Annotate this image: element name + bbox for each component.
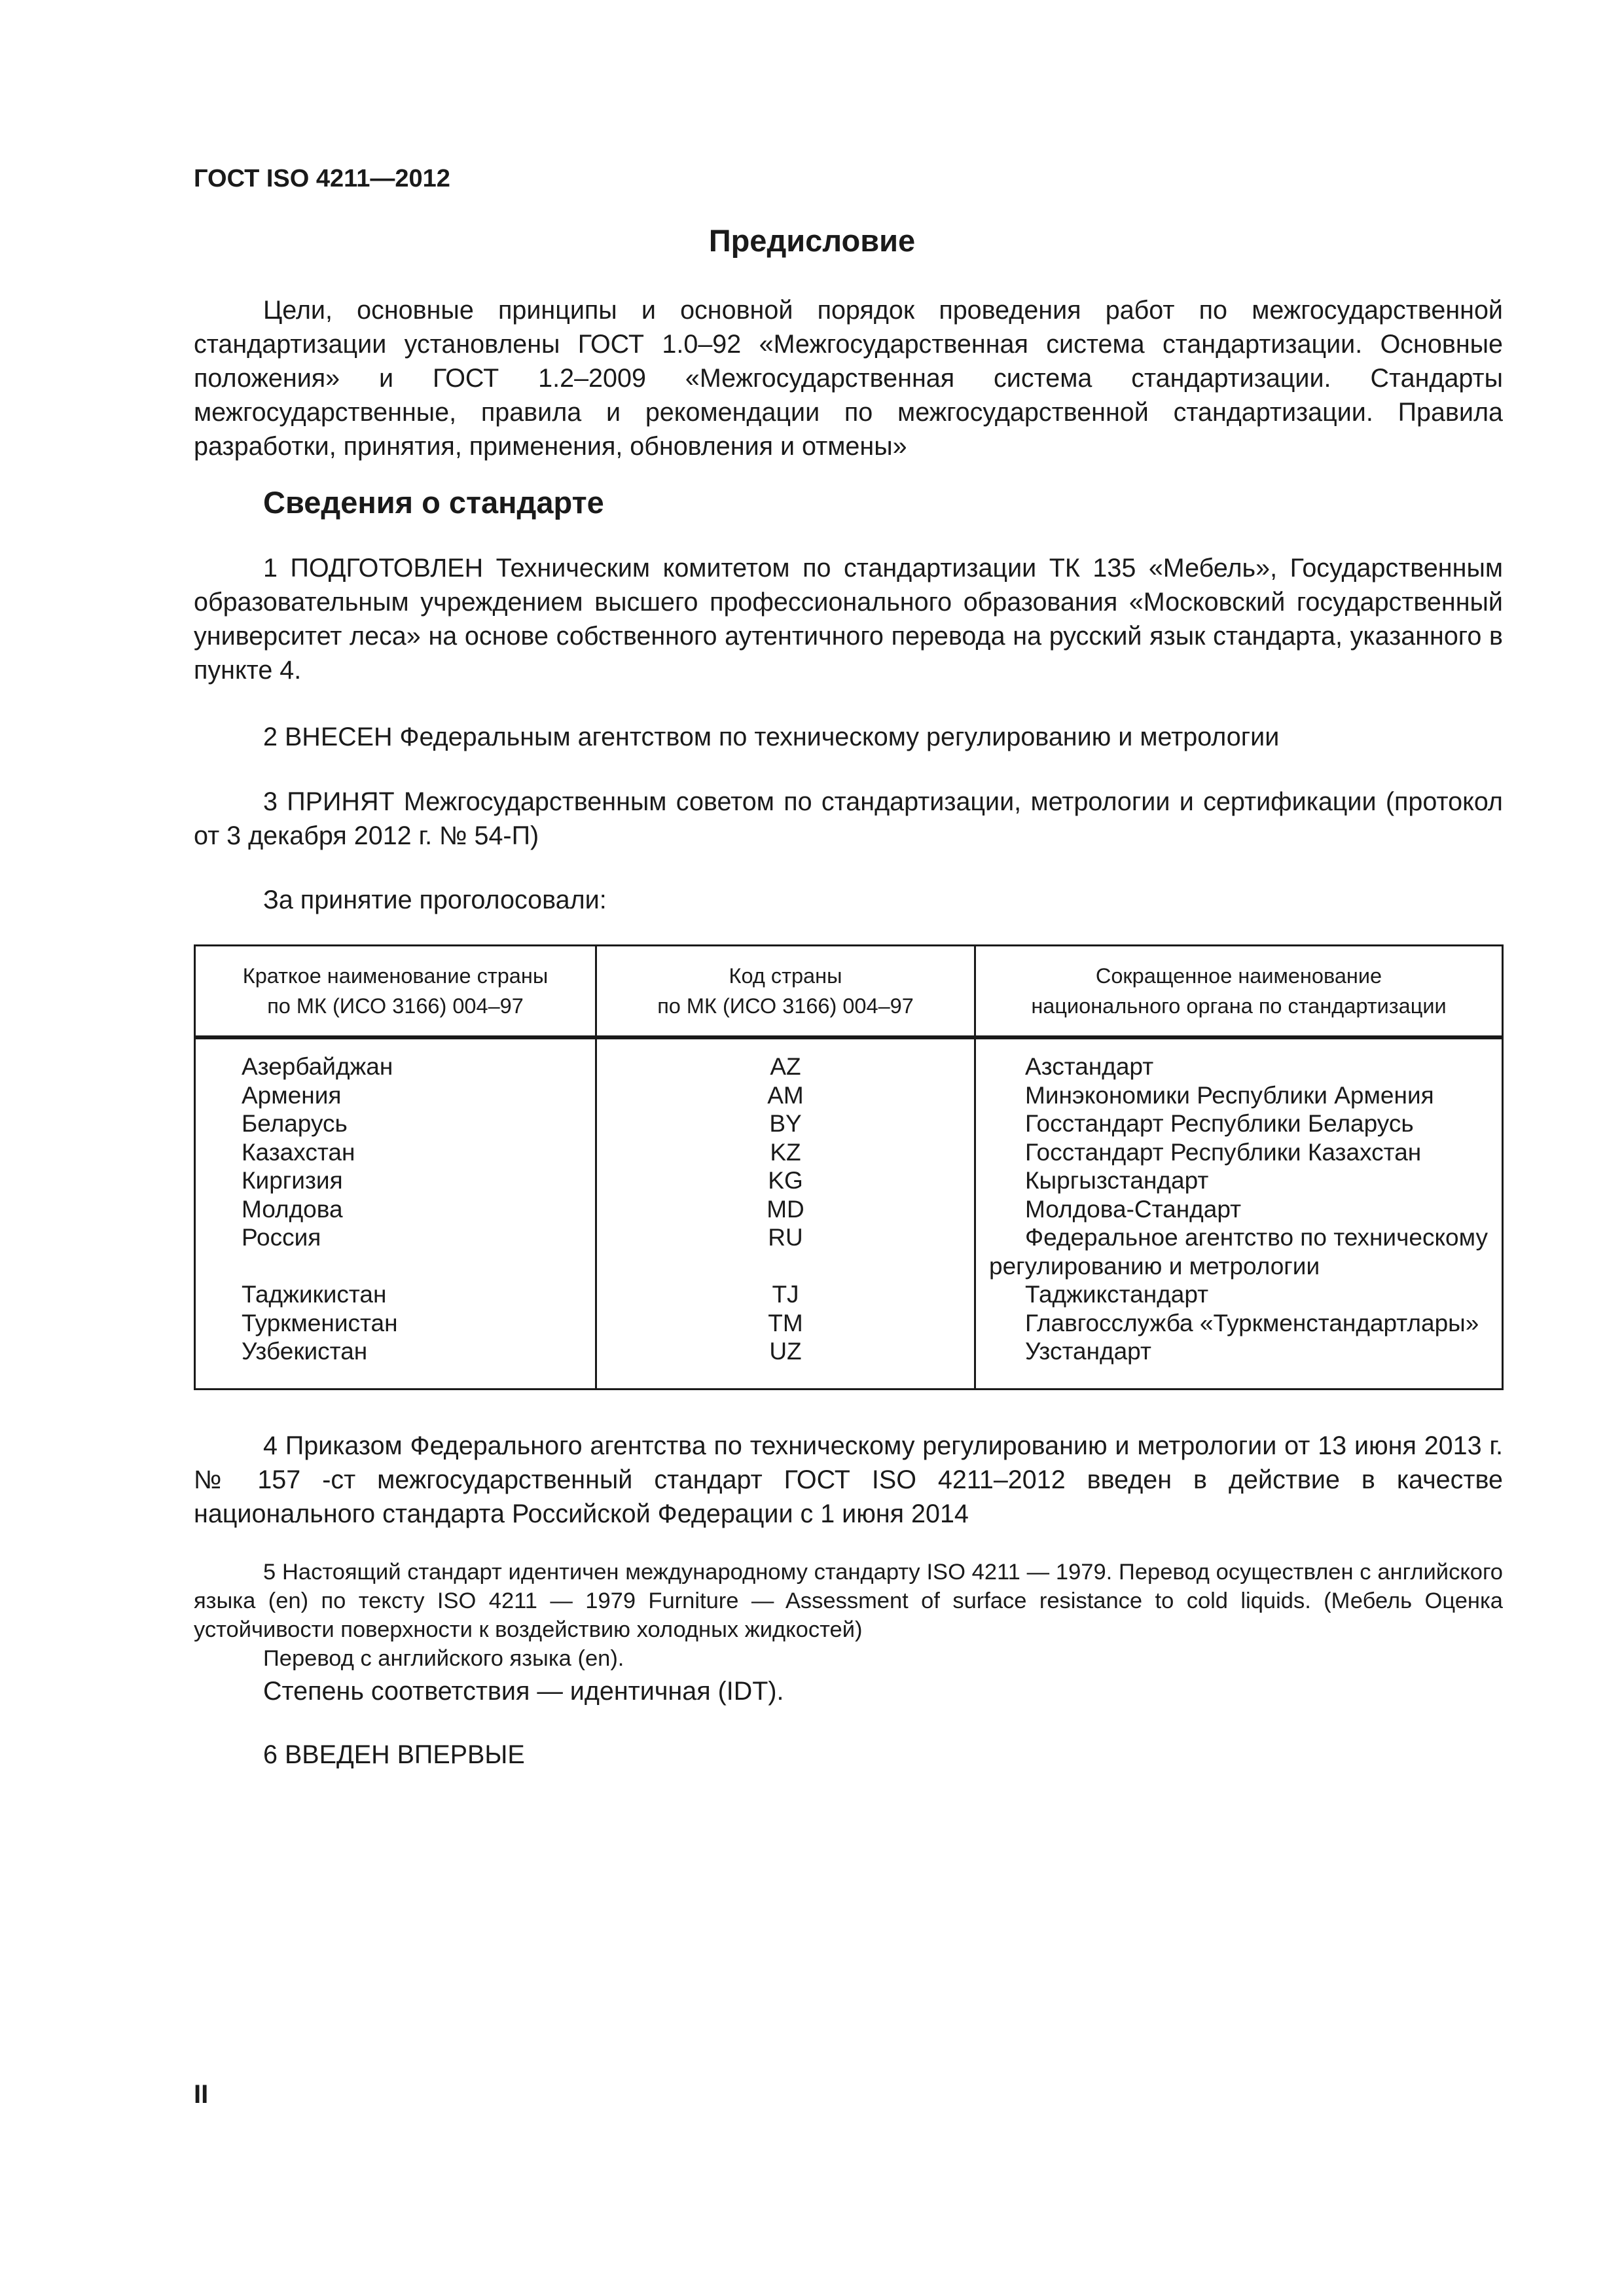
country-cell: Беларусь	[242, 1110, 348, 1137]
spacer	[242, 1252, 595, 1281]
section-subtitle: Сведения о стандарте	[263, 485, 604, 520]
code-cell: TJ	[772, 1281, 799, 1308]
organization-cell: Минэкономики Республики Армения	[1025, 1081, 1434, 1109]
country-list	[195, 1037, 596, 1390]
country-cell: Азербайджан	[242, 1053, 393, 1080]
country-cell: Казахстан	[242, 1138, 355, 1166]
item-4-paragraph: 4 Приказом Федерального агентства по техническому регулированию и метрологии от 13 июня 2013 г. № 157 -ст межгосударственный стандарт ГОСТ ISO 4211–2012 введен в действие в качестве национального стандарта Российской Федерации с 1 июня 2014	[194, 1431, 1503, 1528]
preface-paragraph: Цели, основные принципы и основной порядок проведения работ по межгосударственной стандартизации установлены ГОСТ 1.0–92 «Межгосударственная система стандартизации. Основные положения» и ГОСТ 1.2–2009 «Межгосударственная система стандартизации. Стандарты межгосударственные, правила и рекомендации по межгосударственной стандартизации. Правила разработки, принятия, применения, обновления и отмены»	[194, 296, 1503, 461]
organization-cell: Молдова-Стандарт	[1025, 1195, 1242, 1223]
organization-cell: Госстандарт Республики Беларусь	[1025, 1110, 1414, 1137]
organization-cell: Госстандарт Республики Казахстан	[1025, 1138, 1422, 1166]
code-cell: RU	[768, 1224, 803, 1251]
organization-cell: Таджикстандарт	[1025, 1281, 1209, 1308]
country-cell: Узбекистан	[242, 1338, 368, 1365]
country-cell: Армения	[242, 1081, 342, 1109]
item-5-translation: Перевод с английского языка (en).	[263, 1646, 624, 1671]
spacer	[597, 1252, 974, 1281]
code-cell: AM	[767, 1081, 804, 1109]
page-number: II	[194, 2080, 209, 2109]
organization-cell: Азстандарт	[1025, 1053, 1154, 1080]
item-5-paragraph: 5 Настоящий стандарт идентичен международному стандарту ISO 4211 — 1979. Перевод осуществлен с английского языка (en) по тексту ISO 4211 — 1979 Furniture — Assessment of surface resistance to cold liquids. (Мебель Оценка устойчивости поверхности к воздействию холодных жидкостей)	[194, 1560, 1503, 1642]
item-2-paragraph: 2 ВНЕСЕН Федеральным агентством по техническому регулированию и метрологии	[263, 723, 1280, 751]
item-3-paragraph: 3 ПРИНЯТ Межгосударственным советом по стандартизации, метрологии и сертификации (протокол от 3 декабря 2012 г. № 54-П)	[194, 787, 1503, 850]
voted-label: За принятие проголосовали:	[263, 886, 607, 914]
code-cell: AZ	[770, 1053, 801, 1080]
document-code-header: ГОСТ ISO 4211—2012	[194, 165, 450, 192]
country-cell: Киргизия	[242, 1167, 343, 1194]
header-country: Краткое наименование страны по МК (ИСО 3166) 004–97	[195, 946, 596, 1038]
code-list	[596, 1037, 975, 1390]
voting-table	[194, 944, 1504, 1390]
organization-cell: Федеральное агентство по техническому	[1025, 1224, 1488, 1251]
organization-cell: Узстандарт	[1025, 1338, 1151, 1365]
item-5-degree: Степень соответствия — идентичная (IDT).	[263, 1677, 784, 1706]
organization-list	[975, 1037, 1503, 1390]
code-cell: TM	[768, 1309, 803, 1336]
table-body-row	[195, 1037, 1503, 1390]
table-header-row	[195, 946, 1503, 1038]
header-code: Код страны по МК (ИСО 3166) 004–97	[596, 946, 975, 1038]
page-title: Предисловие	[708, 223, 916, 258]
organization-cell: Главгосслужба «Туркменстандартлары»	[1025, 1309, 1479, 1336]
code-cell: BY	[769, 1110, 802, 1137]
item-6-paragraph: 6 ВВЕДЕН ВПЕРВЫЕ	[263, 1740, 525, 1769]
header-organization: Сокращенное наименование национального органа по стандартизации	[975, 946, 1503, 1038]
country-cell: Туркменистан	[242, 1309, 398, 1336]
organization-cell: Кыргызстандарт	[1025, 1167, 1209, 1194]
code-cell: MD	[767, 1195, 804, 1223]
item-1-paragraph: 1 ПОДГОТОВЛЕН Техническим комитетом по стандартизации ТК 135 «Мебель», Государственным образовательным учреждением высшего профессионального образования «Московский государственный университет леса» на основе собственного аутентичного перевода на русский язык стандарта, указанного в пункте 4.	[194, 554, 1503, 685]
country-cell: Молдова	[242, 1195, 343, 1223]
country-cell: Россия	[242, 1224, 321, 1251]
country-cell: Таджикистан	[242, 1281, 387, 1308]
code-cell: UZ	[769, 1338, 802, 1365]
code-cell: KG	[768, 1167, 803, 1194]
organization-cell-continuation: регулированию и метрологии	[989, 1252, 1320, 1280]
code-cell: KZ	[770, 1138, 801, 1166]
